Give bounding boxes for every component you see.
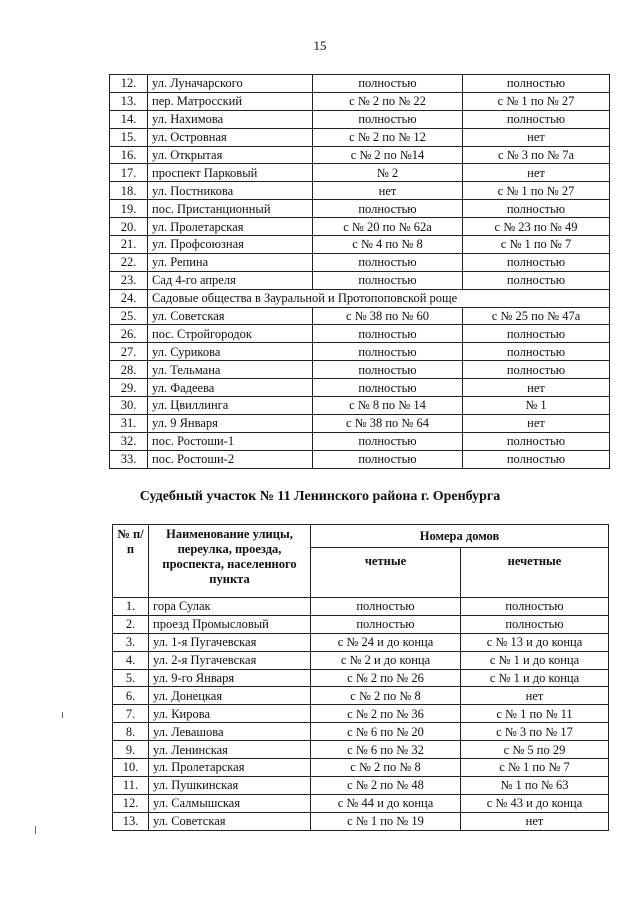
scan-mark <box>35 826 36 834</box>
odd-numbers: с № 1 по № 7 <box>461 759 609 777</box>
table-row <box>110 92 610 110</box>
odd-numbers: полностью <box>461 615 609 633</box>
even-numbers: с № 2 по № 12 <box>313 128 463 146</box>
street-name: проезд Промысловый <box>149 615 311 633</box>
streets-table-continued <box>109 74 610 469</box>
street-name: ул. Сурикова <box>148 343 313 361</box>
odd-numbers: с № 3 по № 17 <box>461 723 609 741</box>
even-numbers: с № 2 по № 8 <box>311 687 461 705</box>
odd-numbers: полностью <box>463 75 610 93</box>
table-row <box>113 615 609 633</box>
table-row <box>113 651 609 669</box>
row-number: 24. <box>110 289 148 307</box>
even-numbers: полностью <box>313 325 463 343</box>
street-name: ул. Нахимова <box>148 110 313 128</box>
row-number: 4. <box>113 651 149 669</box>
table-row <box>110 182 610 200</box>
street-name: ул. Фадеева <box>148 379 313 397</box>
table-row <box>110 361 610 379</box>
odd-numbers: нет <box>461 812 609 830</box>
street-name: Садовые общества в Зауральной и Протопоповской роще <box>148 289 610 307</box>
even-numbers: с № 6 по № 20 <box>311 723 461 741</box>
odd-numbers: полностью <box>463 432 610 450</box>
row-number: 9. <box>113 741 149 759</box>
even-numbers: с № 1 по № 19 <box>311 812 461 830</box>
row-number: 20. <box>110 218 148 236</box>
table-row <box>110 271 610 289</box>
odd-numbers: с № 25 по № 47а <box>463 307 610 325</box>
street-name: ул. Луначарского <box>148 75 313 93</box>
odd-numbers: полностью <box>463 343 610 361</box>
odd-numbers: нет <box>463 379 610 397</box>
street-name: ул. Постникова <box>148 182 313 200</box>
table-row <box>113 741 609 759</box>
street-name: Сад 4-го апреля <box>148 271 313 289</box>
row-number: 30. <box>110 397 148 415</box>
row-number: 3. <box>113 633 149 651</box>
row-number: 25. <box>110 307 148 325</box>
street-name: ул. Пушкинская <box>149 776 311 794</box>
table-row <box>113 776 609 794</box>
table-row <box>113 794 609 812</box>
table-row <box>113 759 609 777</box>
table-row <box>110 450 610 468</box>
odd-numbers: № 1 <box>463 397 610 415</box>
table-row <box>110 200 610 218</box>
even-numbers: с № 4 по № 8 <box>313 236 463 254</box>
odd-numbers: полностью <box>463 253 610 271</box>
even-numbers: полностью <box>313 271 463 289</box>
row-number: 33. <box>110 450 148 468</box>
even-numbers: с № 2 по №14 <box>313 146 463 164</box>
odd-numbers: с № 1 по № 27 <box>463 92 610 110</box>
row-number: 6. <box>113 687 149 705</box>
table-row <box>110 110 610 128</box>
even-numbers: нет <box>313 182 463 200</box>
table-row <box>110 146 610 164</box>
odd-numbers: полностью <box>463 110 610 128</box>
row-number: 2. <box>113 615 149 633</box>
even-numbers: с № 2 по № 8 <box>311 759 461 777</box>
street-name: ул. Пролетарская <box>149 759 311 777</box>
row-number: 5. <box>113 669 149 687</box>
table-row <box>113 598 609 616</box>
even-numbers: с № 2 по № 22 <box>313 92 463 110</box>
section-title: Судебный участок № 11 Ленинского района г. Оренбурга <box>139 489 501 504</box>
even-numbers: с № 2 и до конца <box>311 651 461 669</box>
row-number: 16. <box>110 146 148 164</box>
row-number: 15. <box>110 128 148 146</box>
table-row <box>110 397 610 415</box>
even-numbers: полностью <box>313 200 463 218</box>
row-number: 7. <box>113 705 149 723</box>
header-street-name: Наименование улицы, переулка, проезда, проспекта, населенного пункта <box>149 525 311 598</box>
odd-numbers: с № 1 и до конца <box>461 669 609 687</box>
odd-numbers: № 1 по № 63 <box>461 776 609 794</box>
odd-numbers: с № 1 и до конца <box>461 651 609 669</box>
even-numbers: с № 20 по № 62а <box>313 218 463 236</box>
odd-numbers: нет <box>461 687 609 705</box>
street-name: ул. Островная <box>148 128 313 146</box>
table-row <box>110 414 610 432</box>
table-row <box>110 218 610 236</box>
table-row <box>113 687 609 705</box>
row-number: 23. <box>110 271 148 289</box>
court-district-11-table <box>112 524 609 831</box>
even-numbers: полностью <box>313 75 463 93</box>
even-numbers: с № 6 по № 32 <box>311 741 461 759</box>
odd-numbers: нет <box>463 164 610 182</box>
street-name: ул. Левашова <box>149 723 311 741</box>
table-row <box>110 128 610 146</box>
street-name: ул. Советская <box>149 812 311 830</box>
row-number: 12. <box>113 794 149 812</box>
row-number: 1. <box>113 598 149 616</box>
even-numbers: с № 44 и до конца <box>311 794 461 812</box>
table-row <box>110 379 610 397</box>
table-row <box>113 705 609 723</box>
row-number: 13. <box>113 812 149 830</box>
even-numbers: с № 2 по № 36 <box>311 705 461 723</box>
odd-numbers: нет <box>463 128 610 146</box>
table-row <box>110 236 610 254</box>
street-name: ул. 9-го Января <box>149 669 311 687</box>
header-number: № п/п <box>113 525 149 598</box>
street-name: ул. Пролетарская <box>148 218 313 236</box>
odd-numbers: с № 23 по № 49 <box>463 218 610 236</box>
table-row <box>110 343 610 361</box>
row-number: 10. <box>113 759 149 777</box>
street-name: ул. 9 Января <box>148 414 313 432</box>
row-number: 29. <box>110 379 148 397</box>
odd-numbers: полностью <box>463 361 610 379</box>
table-row <box>113 669 609 687</box>
street-name: ул. Тельмана <box>148 361 313 379</box>
table-row <box>113 812 609 830</box>
row-number: 26. <box>110 325 148 343</box>
even-numbers: с № 24 и до конца <box>311 633 461 651</box>
table-row <box>113 633 609 651</box>
scan-mark <box>62 712 63 718</box>
page-number: 15 <box>313 38 327 53</box>
row-number: 32. <box>110 432 148 450</box>
even-numbers: с № 38 по № 60 <box>313 307 463 325</box>
row-number: 28. <box>110 361 148 379</box>
street-name: ул. Ленинская <box>149 741 311 759</box>
odd-numbers: с № 1 по № 27 <box>463 182 610 200</box>
odd-numbers: с № 1 по № 11 <box>461 705 609 723</box>
street-name: пер. Матросский <box>148 92 313 110</box>
table-row <box>110 75 610 93</box>
even-numbers: полностью <box>313 343 463 361</box>
street-name: ул. Донецкая <box>149 687 311 705</box>
row-number: 17. <box>110 164 148 182</box>
odd-numbers: полностью <box>463 271 610 289</box>
row-number: 14. <box>110 110 148 128</box>
even-numbers: с № 38 по № 64 <box>313 414 463 432</box>
street-name: пос. Стройгородок <box>148 325 313 343</box>
odd-numbers: полностью <box>461 598 609 616</box>
header-odd: нечетные <box>461 548 609 598</box>
odd-numbers: нет <box>463 414 610 432</box>
even-numbers: полностью <box>313 379 463 397</box>
street-name: пос. Пристанционный <box>148 200 313 218</box>
row-number: 19. <box>110 200 148 218</box>
table-row <box>110 307 610 325</box>
even-numbers: с № 2 по № 26 <box>311 669 461 687</box>
even-numbers: полностью <box>313 110 463 128</box>
odd-numbers: полностью <box>463 200 610 218</box>
even-numbers: с № 2 по № 48 <box>311 776 461 794</box>
even-numbers: полностью <box>311 615 461 633</box>
row-number: 8. <box>113 723 149 741</box>
row-number: 27. <box>110 343 148 361</box>
odd-numbers: с № 13 и до конца <box>461 633 609 651</box>
street-name: ул. Профсоюзная <box>148 236 313 254</box>
even-numbers: полностью <box>313 361 463 379</box>
street-name: пос. Ростоши-2 <box>148 450 313 468</box>
row-number: 11. <box>113 776 149 794</box>
street-name: ул. Репина <box>148 253 313 271</box>
odd-numbers: полностью <box>463 450 610 468</box>
street-name: ул. Открытая <box>148 146 313 164</box>
odd-numbers: с № 1 по № 7 <box>463 236 610 254</box>
even-numbers: полностью <box>313 253 463 271</box>
street-name: проспект Парковый <box>148 164 313 182</box>
table-row <box>110 253 610 271</box>
row-number: 18. <box>110 182 148 200</box>
odd-numbers: с № 3 по № 7а <box>463 146 610 164</box>
row-number: 31. <box>110 414 148 432</box>
street-name: гора Сулак <box>149 598 311 616</box>
table-row <box>110 289 610 307</box>
even-numbers: полностью <box>313 432 463 450</box>
table-row <box>110 432 610 450</box>
even-numbers: полностью <box>311 598 461 616</box>
odd-numbers: с № 5 по 29 <box>461 741 609 759</box>
table-row <box>113 723 609 741</box>
street-name: ул. 1-я Пугачевская <box>149 633 311 651</box>
row-number: 12. <box>110 75 148 93</box>
odd-numbers: с № 43 и до конца <box>461 794 609 812</box>
row-number: 13. <box>110 92 148 110</box>
even-numbers: № 2 <box>313 164 463 182</box>
header-even: четные <box>311 548 461 598</box>
even-numbers: полностью <box>313 450 463 468</box>
odd-numbers: полностью <box>463 325 610 343</box>
header-house-numbers: Номера домов <box>311 525 609 548</box>
table-row <box>110 325 610 343</box>
street-name: ул. Цвиллинга <box>148 397 313 415</box>
street-name: ул. Салмышская <box>149 794 311 812</box>
street-name: пос. Ростоши-1 <box>148 432 313 450</box>
row-number: 22. <box>110 253 148 271</box>
table-row <box>110 164 610 182</box>
street-name: ул. 2-я Пугачевская <box>149 651 311 669</box>
even-numbers: с № 8 по № 14 <box>313 397 463 415</box>
street-name: ул. Советская <box>148 307 313 325</box>
street-name: ул. Кирова <box>149 705 311 723</box>
row-number: 21. <box>110 236 148 254</box>
